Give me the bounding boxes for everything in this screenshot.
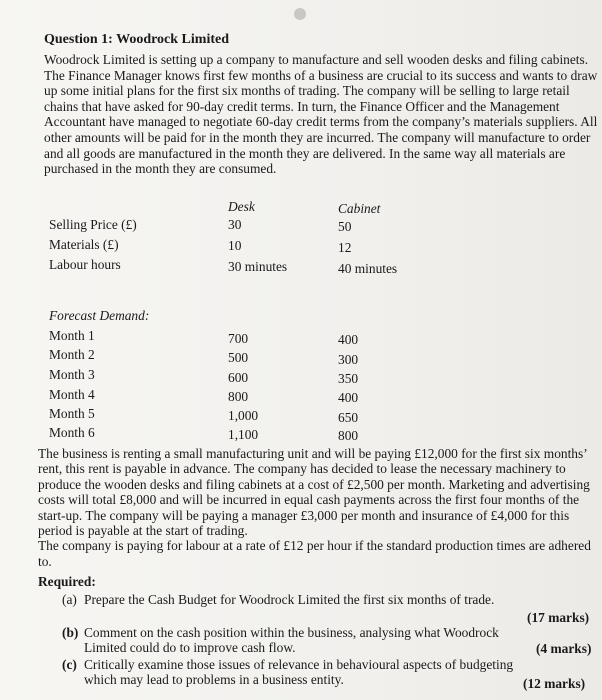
- demand-month: Month 6: [49, 425, 95, 440]
- cost-row-label: Materials (£): [49, 237, 119, 252]
- demand-cabinet: 400: [338, 332, 359, 347]
- camera-dot: [294, 8, 306, 20]
- demand-desk: 600: [228, 370, 249, 385]
- labour-text: The company is paying for labour at a rate of £12 per hour if the standard production times are adhered to.: [38, 538, 591, 569]
- desk-header: Desk: [228, 199, 255, 214]
- part-c-marks: (12 marks): [523, 676, 586, 691]
- details-text: The business is renting a small manufacturing unit and will be paying £12,000 for the first six months’ rent, this rent is payable in advance. The company has decided to lease the necessary machinery to produce the wooden desks and filing cabinets at a cost of £2,500 per month. Marketing and advertising costs will total £8,000 and will be incurred in equal cash payments across the first four months of the start-up. The company will be paying a manager £3,000 per month and insurance of £4,000 for this period is payable at the start of trading.: [38, 446, 590, 539]
- part-a-label: (a): [62, 592, 77, 607]
- cost-row-label: Selling Price (£): [49, 217, 137, 232]
- demand-cabinet: 350: [338, 371, 359, 386]
- demand-month: Month 5: [49, 406, 95, 421]
- cost-row-label: Labour hours: [49, 257, 121, 272]
- demand-cabinet: 650: [338, 410, 359, 425]
- details-paragraph: [38, 446, 598, 569]
- demand-desk: 700: [228, 331, 249, 346]
- cost-row-desk: 30: [228, 217, 242, 232]
- demand-cabinet: 300: [338, 352, 359, 367]
- part-b-marks: (4 marks): [536, 641, 592, 656]
- part-a-text: Prepare the Cash Budget for Woodrock Limited the first six months of trade.: [84, 592, 495, 607]
- demand-desk: 1,100: [228, 427, 259, 442]
- part-c-text: Critically examine those issues of relevance in behavioural aspects of budgeting which may lead to problems in a business entity.: [84, 657, 514, 688]
- part-b-text: Comment on the cash position within the business, analysing what Woodrock Limited could do to improve cash flow.: [84, 625, 499, 656]
- part-a-marks: (17 marks): [527, 610, 590, 625]
- cabinet-header: Cabinet: [338, 201, 381, 216]
- demand-desk: 500: [228, 350, 249, 365]
- cost-row-cabinet: 40 minutes: [338, 261, 398, 276]
- cost-row-cabinet: 12: [338, 240, 352, 255]
- cost-row-desk: 30 minutes: [228, 259, 288, 274]
- cost-row-desk: 10: [228, 238, 242, 253]
- cost-row-cabinet: 50: [338, 219, 352, 234]
- demand-month: Month 3: [49, 367, 95, 382]
- question-title: Question 1: Woodrock Limited: [44, 32, 230, 47]
- intro-paragraph: Woodrock Limited is setting up a company to manufacture and sell wooden desks and filing cabinets. The Finance Manager knows first few months of a business are crucial to its success and wants to draw up some initial plans for the first six months of trading. The company will be selling to large retail chains that have asked for 90-day credit terms. In turn, the Finance Officer and the Management Accountant have managed to negotiate 60-day credit terms from the company’s materials suppliers. All other amounts will be paid for in the month they are incurred. The company will manufacture to order and all goods are manufactured in the month they are delivered. In the same way all materials are purchased in the month they are consumed.: [44, 52, 598, 177]
- demand-desk: 1,000: [228, 408, 259, 423]
- required-heading: Required:: [38, 574, 96, 589]
- demand-desk: 800: [228, 389, 249, 404]
- demand-month: Month 2: [49, 347, 95, 362]
- demand-heading: Forecast Demand:: [49, 308, 150, 323]
- demand-month: Month 1: [49, 328, 95, 343]
- demand-month: Month 4: [49, 387, 95, 402]
- part-c-label: (c): [62, 657, 77, 672]
- demand-cabinet: 800: [338, 428, 359, 443]
- demand-cabinet: 400: [338, 390, 359, 405]
- part-b-label: (b): [62, 625, 79, 640]
